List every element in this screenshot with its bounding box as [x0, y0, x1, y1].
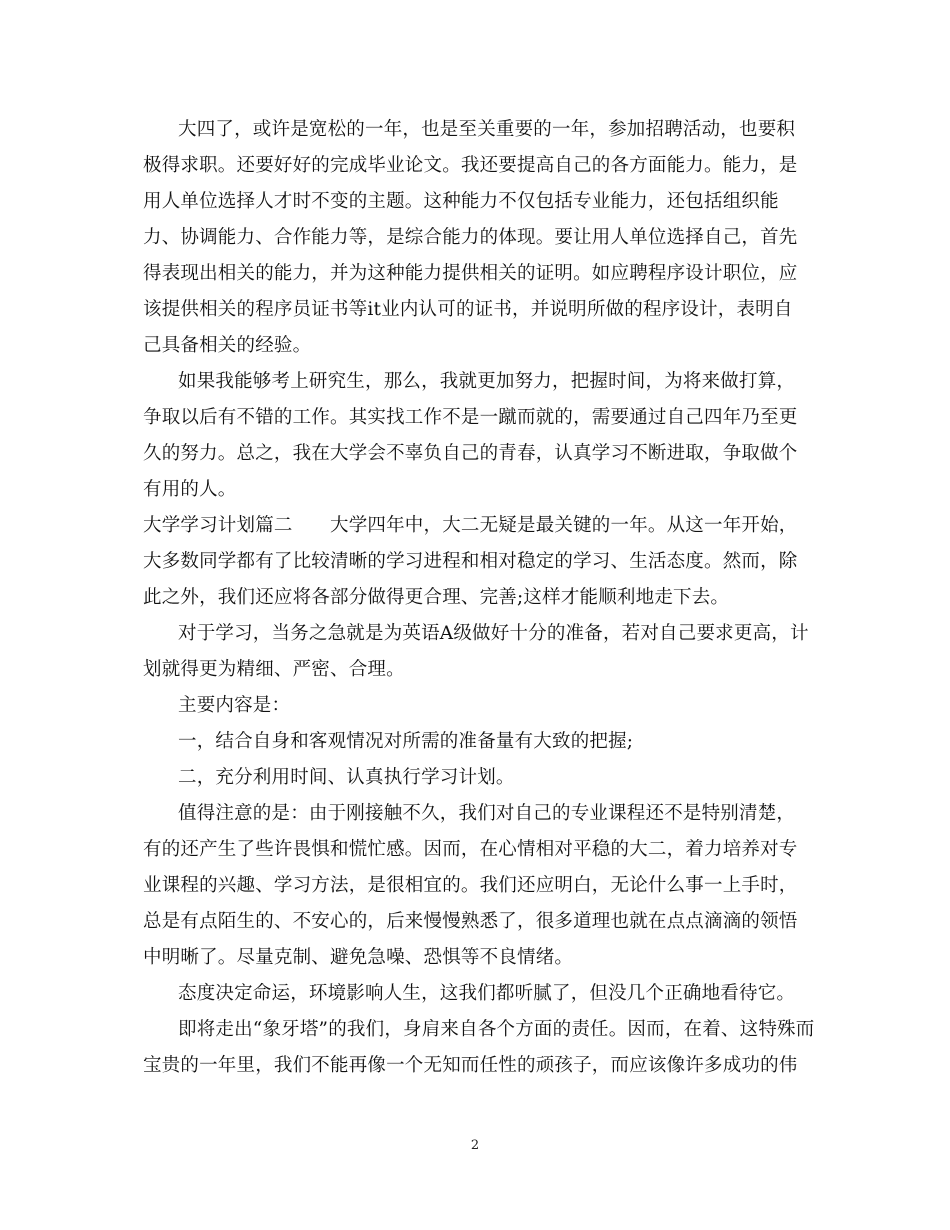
- list-item: 一，结合自身和客观情况对所需的准备量有大致的把握;: [178, 731, 634, 752]
- text-line: 有的还产生了些许畏惧和慌忙感。因而，在心情相对平稳的大二，着力培养对专: [143, 839, 798, 860]
- text-line: 中明晰了。尽量克制、避免急噪、恐惧等不良情绪。: [143, 947, 574, 968]
- text-line: 值得注意的是：由于刚接触不久，我们对自己的专业课程还不是特别清楚，: [178, 803, 796, 824]
- section-heading-line: 大学学习计划篇二 大学四年中，大二无疑是最关键的一年。从这一年开始，: [143, 515, 798, 536]
- text-line: 久的努力。总之，我在大学会不辜负自己的青春，认真学习不断进取，争取做个: [143, 443, 798, 464]
- text-line: 态度决定命运，环境影响人生，这我们都听腻了，但没几个正确地看待它。: [178, 983, 796, 1004]
- text-line: 极得求职。还要好好的完成毕业论文。我还要提高自己的各方面能力。能力，是: [143, 155, 798, 176]
- text-line: 业课程的兴趣、学习方法，是很相宜的。我们还应明白，无论什么事一上手时，: [143, 875, 798, 896]
- page-number: 2: [470, 1138, 480, 1153]
- text-line: 大四了，或许是宽松的一年，也是至关重要的一年，参加招聘活动，也要积: [178, 119, 796, 140]
- text-line: 对于学习，当务之急就是为英语A级做好十分的准备，若对自己要求更高，计: [178, 623, 809, 644]
- text-line: 主要内容是：: [178, 695, 291, 716]
- text-line: 争取以后有不错的工作。其实找工作不是一蹴而就的，需要通过自己四年乃至更: [143, 407, 798, 428]
- text-line: 用人单位选择人才时不变的主题。这种能力不仅包括专业能力，还包括组织能: [143, 191, 779, 212]
- text-line: 如果我能够考上研究生，那么，我就更加努力，把握时间，为将来做打算，: [178, 371, 796, 392]
- text-line: 此之外，我们还应将各部分做得更合理、完善;这样才能顺利地走下去。: [143, 587, 730, 608]
- text-line: 总是有点陌生的、不安心的，后来慢慢熟悉了，很多道理也就在点点滴滴的领悟: [143, 911, 798, 932]
- text-line: 宝贵的一年里，我们不能再像一个无知而任性的顽孩子，而应该像许多成功的伟: [143, 1055, 798, 1076]
- text-line: 即将走出“象牙塔”的我们，身肩来自各个方面的责任。因而，在着、这特殊而: [178, 1019, 815, 1040]
- text-line: 划就得更为精细、严密、合理。: [143, 659, 405, 680]
- text-line: 得表现出相关的能力，并为这种能力提供相关的证明。如应聘程序设计职位，应: [143, 263, 798, 284]
- text-line: 己具备相关的经验。: [143, 335, 312, 356]
- text-line: 该提供相关的程序员证书等it业内认可的证书，并说明所做的程序设计，表明自: [143, 299, 793, 320]
- text-line: 力、协调能力、合作能力等，是综合能力的体现。要让用人单位选择自己，首先: [143, 227, 798, 248]
- text-line: 有用的人。: [143, 479, 237, 500]
- text-line: 大多数同学都有了比较清晰的学习进程和相对稳定的学习、生活态度。然而，除: [143, 551, 798, 572]
- list-item: 二，充分利用时间、认真执行学习计划。: [178, 767, 515, 788]
